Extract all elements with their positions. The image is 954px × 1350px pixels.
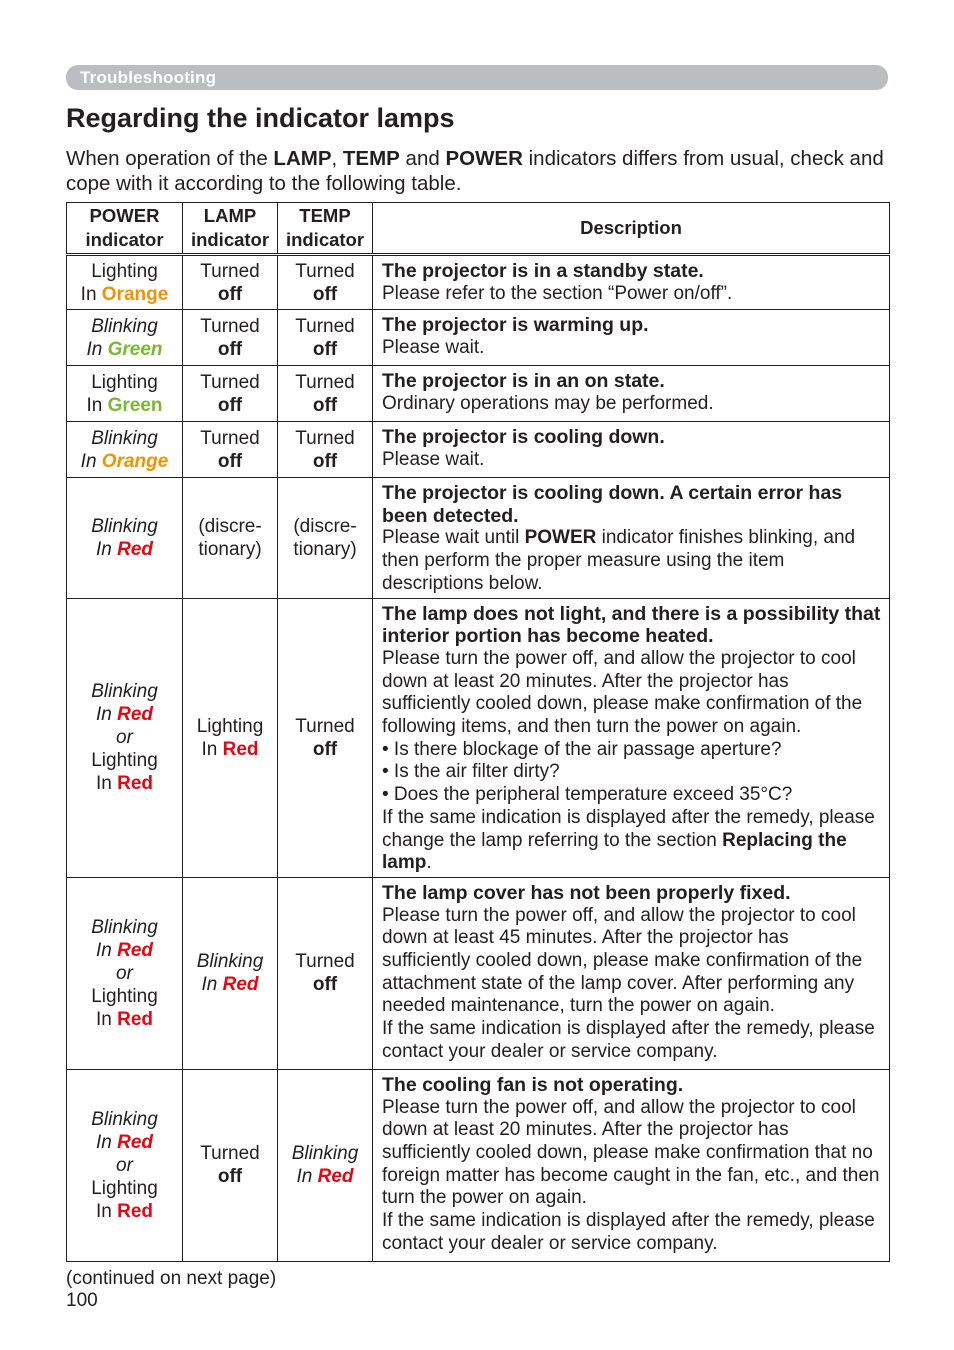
description-cell: The cooling fan is not operating. Please turn the power off, and allow the projector to cool down at least 20 minutes. After the projector has sufficiently cooled down, please make confirmation that no foreign matter has become caught in the fan, etc., and then turn the power on again. If the same indication is displayed after the remedy, please contact your dealer or service company. xyxy=(373,1069,890,1261)
header-lamp: LAMP indicator xyxy=(183,203,278,255)
section-header-bar xyxy=(66,65,888,90)
power-indicator-cell: Blinking In Orange xyxy=(67,422,183,478)
power-indicator-cell: Blinking In Red or Lighting In Red xyxy=(67,1069,183,1261)
lamp-indicator-cell: Turned off xyxy=(183,422,278,478)
lamp-indicator-cell: Turned off xyxy=(183,1069,278,1261)
lamp-indicator-cell: Lighting In Red xyxy=(183,598,278,877)
description-cell: The projector is cooling down. Please wait. xyxy=(373,422,890,478)
description-cell: The projector is cooling down. A certain error has been detected. Please wait until POWER indicator finishes blinking, and then perform the proper measure using the item descriptions below. xyxy=(373,478,890,599)
temp-indicator-cell: Blinking In Red xyxy=(278,1069,373,1261)
table-row xyxy=(67,255,890,310)
description-cell: The projector is in an on state. Ordinary operations may be performed. xyxy=(373,366,890,422)
lamp-indicator-cell: (discre- tionary) xyxy=(183,478,278,599)
page-number: 100 xyxy=(66,1290,98,1311)
temp-indicator-cell: Turned off xyxy=(278,877,373,1069)
table-row xyxy=(67,478,890,599)
power-indicator-cell: Lighting In Green xyxy=(67,366,183,422)
description-cell: The lamp cover has not been properly fixed. Please turn the power off, and allow the projector to cool down at least 45 minutes. After the projector has sufficiently cooled down, please make confirmation of the attachment state of the lamp cover. After performing any needed maintenance, turn the power on again. If the same indication is displayed after the remedy, please contact your dealer or service company. xyxy=(373,877,890,1069)
temp-indicator-cell: Turned off xyxy=(278,598,373,877)
header-power: POWER indicator xyxy=(67,203,183,255)
page-title: Regarding the indicator lamps xyxy=(66,103,455,133)
description-cell: The projector is in a standby state. Please refer to the section “Power on/off”. xyxy=(373,255,890,310)
temp-indicator-cell: Turned off xyxy=(278,310,373,366)
indicator-table xyxy=(66,202,890,1262)
temp-indicator-cell: Turned off xyxy=(278,255,373,310)
lamp-indicator-cell: Turned off xyxy=(183,255,278,310)
power-indicator-cell: Blinking In Red xyxy=(67,478,183,599)
header-temp: TEMP indicator xyxy=(278,203,373,255)
power-indicator-cell: Lighting In Orange xyxy=(67,255,183,310)
table-row xyxy=(67,877,890,1069)
header-description: Description xyxy=(373,203,890,255)
section-label: Troubleshooting xyxy=(80,68,217,87)
temp-indicator-cell: Turned off xyxy=(278,366,373,422)
power-indicator-cell: Blinking In Red or Lighting In Red xyxy=(67,877,183,1069)
continued-note: (continued on next page) xyxy=(66,1268,277,1289)
table-header-row xyxy=(67,203,890,255)
table-row xyxy=(67,422,890,478)
power-indicator-cell: Blinking In Green xyxy=(67,310,183,366)
temp-indicator-cell: (discre- tionary) xyxy=(278,478,373,599)
description-cell: The projector is warming up. Please wait. xyxy=(373,310,890,366)
table-row xyxy=(67,1069,890,1261)
lamp-indicator-cell: Turned off xyxy=(183,310,278,366)
temp-indicator-cell: Turned off xyxy=(278,422,373,478)
power-indicator-cell: Blinking In Red or Lighting In Red xyxy=(67,598,183,877)
lamp-indicator-cell: Turned off xyxy=(183,366,278,422)
lamp-indicator-cell: Blinking In Red xyxy=(183,877,278,1069)
table-row xyxy=(67,598,890,877)
intro-paragraph: When operation of the LAMP, TEMP and POWER indicators differs from usual, check and cope with it according to the following table. xyxy=(66,147,884,195)
description-cell: The lamp does not light, and there is a possibility that interior portion has become heated. Please turn the power off, and allow the projector to cool down at least 20 minutes. After the projector has sufficiently cooled down, please make confirmation of the following items, and then turn the power on again. • Is there blockage of the air passage aperture? • Is the air filter dirty? • Does the peripheral temperature exceed 35°C? If the same indication is displayed after the remedy, please change the lamp referring to the section Replacing the lamp. xyxy=(373,598,890,877)
table-row xyxy=(67,366,890,422)
table-row xyxy=(67,310,890,366)
